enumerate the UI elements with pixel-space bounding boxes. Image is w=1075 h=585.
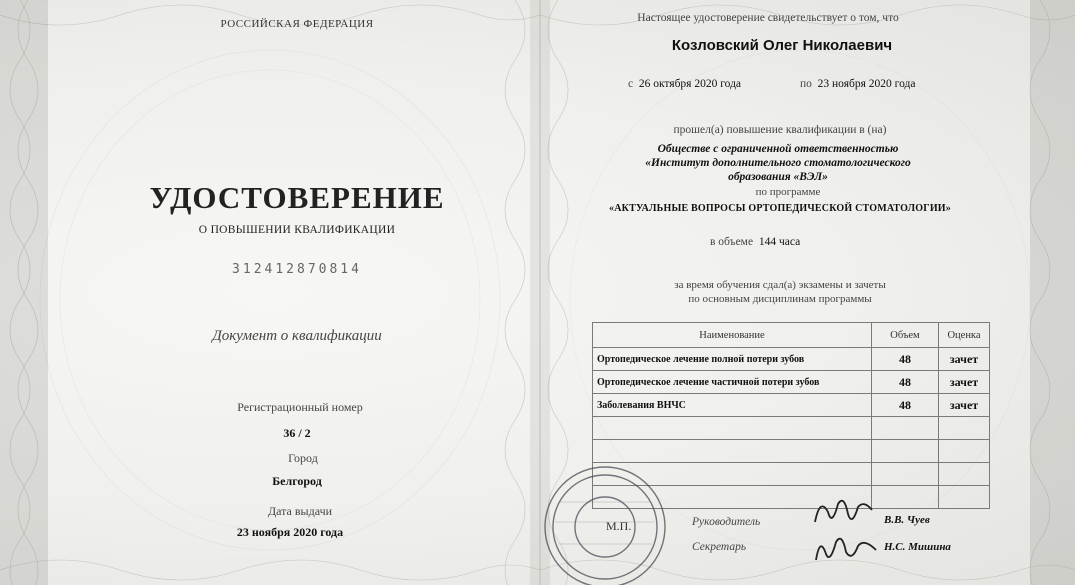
to-date-value: 23 ноября 2020 года (817, 78, 916, 90)
from-date (628, 78, 741, 90)
secretary-signature (812, 528, 882, 568)
exams-text (674, 278, 885, 306)
discipline-grade: зачет (939, 371, 990, 394)
issue-date-label: Дата выдачи (267, 504, 333, 518)
volume (710, 236, 800, 248)
exams-line-2: по основным дисциплинам программы (688, 293, 872, 305)
org-line-3: образования «ВЭЛ» (728, 171, 828, 183)
holder-name: Козловский Олег Николаевич (671, 37, 893, 54)
table-row-empty (593, 417, 990, 440)
volume-value: 144 часа (758, 236, 801, 248)
document-subtitle: О ПОВЫШЕНИИ КВАЛИФИКАЦИИ (198, 224, 396, 236)
head-name: В.В. Чуев (884, 514, 930, 526)
city-value: Белгород (272, 474, 322, 488)
organization-name (645, 142, 911, 184)
org-line-1: Обществе с ограниченной ответственностью (657, 143, 899, 155)
discipline-hours: 48 (872, 371, 939, 394)
head-label: Руководитель (692, 516, 761, 528)
from-date-value: 26 октября 2020 года (638, 78, 742, 90)
table-row-empty (593, 440, 990, 463)
country-header: РОССИЙСКАЯ ФЕДЕРАЦИЯ (220, 18, 374, 30)
seal-mark: М.П. (606, 519, 632, 533)
header-discipline: Наименование (593, 323, 872, 348)
header-grade: Оценка (939, 323, 990, 348)
org-line-2: «Институт дополнительного стоматологического (645, 157, 911, 169)
document-title: УДОСТОВЕРЕНИЕ (149, 180, 445, 215)
to-prefix: по (800, 78, 812, 90)
discipline-grade: зачет (939, 348, 990, 371)
discipline-name: Ортопедическое лечение полной потери зубов (593, 348, 872, 371)
registration-label: Регистрационный номер (237, 400, 363, 414)
secretary-name: Н.С. Мишина (884, 541, 951, 553)
header-volume: Объем (872, 323, 939, 348)
discipline-grade: зачет (939, 394, 990, 417)
discipline-name: Ортопедическое лечение частичной потери зубов (593, 371, 872, 394)
city-label: Город (288, 451, 318, 465)
volume-prefix: в объеме (710, 236, 754, 248)
table-row (593, 371, 990, 394)
round-seal (540, 462, 670, 585)
passed-text: прошел(а) повышение квалификации в (на) (673, 124, 887, 136)
intro-text: Настоящее удостоверение свидетельствует о том, что (637, 12, 899, 24)
table-row (593, 394, 990, 417)
registration-value: 36 / 2 (283, 426, 311, 440)
document-type: Документ о квалификации (212, 328, 382, 344)
to-date (800, 78, 915, 90)
head-signature (810, 492, 880, 532)
secretary-label: Секретарь (692, 541, 747, 553)
grades-header-row (593, 323, 990, 348)
table-row (593, 348, 990, 371)
program-name: «АКТУАЛЬНЫЕ ВОПРОСЫ ОРТОПЕДИЧЕСКОЙ СТОМАТОЛОГИИ» (609, 203, 951, 214)
discipline-hours: 48 (872, 394, 939, 417)
issue-date-value: 23 ноября 2020 года (236, 525, 344, 539)
program-label: по программе (755, 186, 821, 198)
serial-number: 312412870814 (232, 262, 362, 277)
discipline-hours: 48 (872, 348, 939, 371)
discipline-name: Заболевания ВНЧС (593, 394, 872, 417)
exams-line-1: за время обучения сдал(а) экзамены и зачеты (674, 279, 886, 291)
from-prefix: с (628, 78, 634, 90)
